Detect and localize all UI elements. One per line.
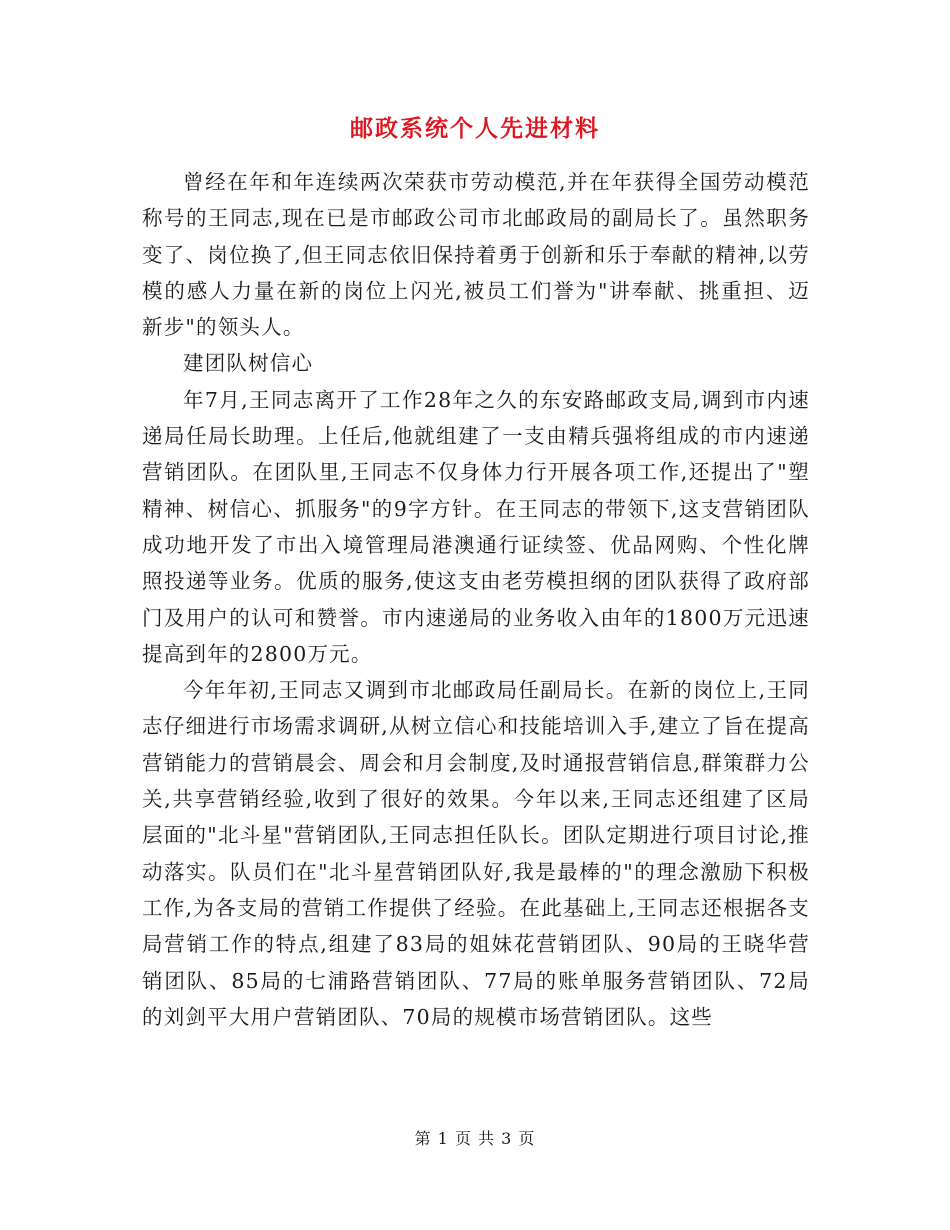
paragraph-intro: 曾经在年和年连续两次荣获市劳动模范,并在年获得全国劳动模范称号的王同志,现在已是市邮政公司市北邮政局的副局长了。虽然职务变了、岗位换了,但王同志依旧保持着勇于创新和乐于奉献的精神,以劳模的感人力量在新的岗位上闪光,被员工们誉为"讲奉献、挑重担、迈新步"的领头人。 — [142, 170, 810, 340]
page-footer — [0, 1126, 950, 1149]
document-title: 邮政系统个人先进材料 — [350, 115, 600, 142]
paragraph-team: 年7月,王同志离开了工作28年之久的东安路邮政支局,调到市内速递局任局长助理。上任后,他就组建了一支由精兵强将组成的市内速递营销团队。在团队里,王同志不仅身体力行开展各项工作,还提出了"塑精神、树信心、抓服务"的9字方针。在王同志的带领下,这支营销团队成功地开发了市出入境管理局港澳通行证续签、优品网购、个性化牌照投递等业务。优质的服务,使这支由老劳模担纲的团队获得了政府部门及用户的认可和赞誉。市内速递局的业务收入由年的1800万元迅速提高到年的2800万元。 — [142, 387, 810, 666]
page-number: 第 1 页 共 3 页 — [414, 1129, 536, 1148]
section-heading: 建团队树信心 — [183, 351, 314, 376]
paragraph-current: 今年年初,王同志又调到市北邮政局任副局长。在新的岗位上,王同志仔细进行市场需求调研,从树立信心和技能培训入手,建立了旨在提高营销能力的营销晨会、周会和月会制度,及时通报营销信息,群策群力公关,共享营销经验,收到了很好的效果。今年以来,王同志还组建了区局层面的"北斗星"营销团队,王同志担任队长。团队定期进行项目讨论,推动落实。队员们在"北斗星营销团队好,我是最棒的"的理念激励下积极工作,为各支局的营销工作提供了经验。在此基础上,王同志还根据各支局营销工作的特点,组建了83局的姐妹花营销团队、90局的王晓华营销团队、85局的七浦路营销团队、77局的账单服务营销团队、72局的刘剑平大用户营销团队、70局的规模市场营销团队。这些 — [142, 678, 810, 1029]
document-body — [142, 164, 810, 1035]
